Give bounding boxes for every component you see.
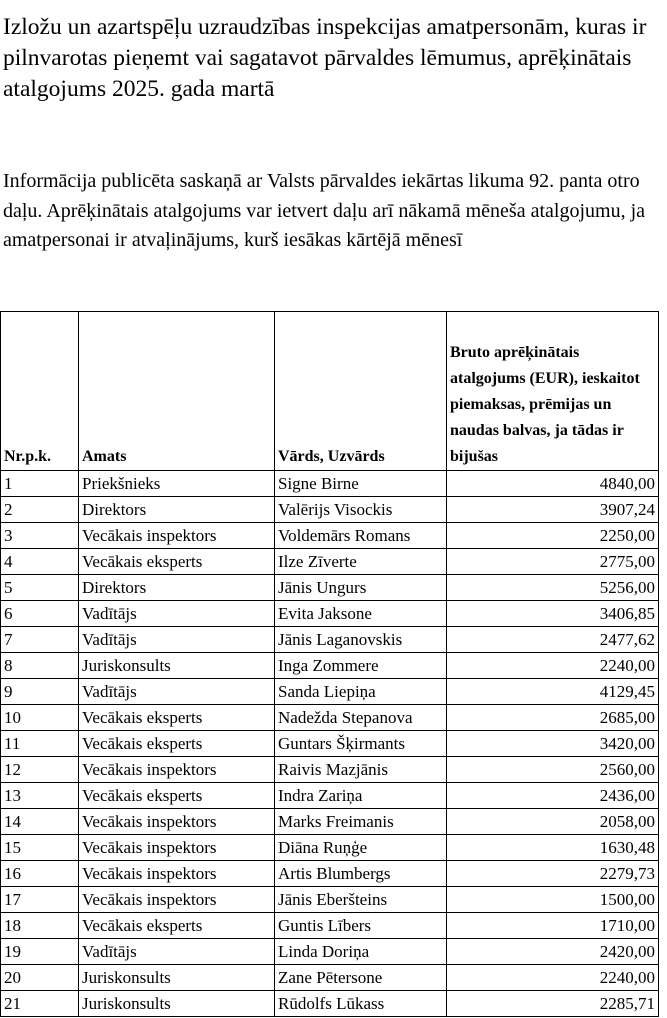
cell-position: Vadītājs	[79, 679, 275, 705]
cell-salary: 4840,00	[447, 471, 659, 497]
cell-position: Vecākais inspektors	[79, 835, 275, 861]
cell-nr: 7	[1, 627, 79, 653]
cell-position: Vadītājs	[79, 627, 275, 653]
cell-position: Juriskonsults	[79, 991, 275, 1017]
table-row	[1, 835, 659, 861]
cell-salary: 4129,45	[447, 679, 659, 705]
cell-name: Guntis Lībers	[275, 913, 447, 939]
cell-name: Valērijs Visockis	[275, 497, 447, 523]
table-row	[1, 653, 659, 679]
cell-salary: 2560,00	[447, 757, 659, 783]
header-name: Vārds, Uzvārds	[275, 312, 447, 471]
cell-salary: 2250,00	[447, 523, 659, 549]
cell-salary: 1500,00	[447, 887, 659, 913]
cell-position: Vadītājs	[79, 601, 275, 627]
cell-salary: 3406,85	[447, 601, 659, 627]
cell-nr: 3	[1, 523, 79, 549]
cell-nr: 17	[1, 887, 79, 913]
table-row	[1, 965, 659, 991]
cell-name: Jānis Eberšteins	[275, 887, 447, 913]
cell-salary: 5256,00	[447, 575, 659, 601]
cell-nr: 10	[1, 705, 79, 731]
cell-position: Vecākais eksperts	[79, 913, 275, 939]
table-row	[1, 731, 659, 757]
cell-name: Linda Doriņa	[275, 939, 447, 965]
cell-salary: 1630,48	[447, 835, 659, 861]
cell-name: Raivis Mazjānis	[275, 757, 447, 783]
cell-nr: 14	[1, 809, 79, 835]
cell-name: Jānis Laganovskis	[275, 627, 447, 653]
cell-salary: 2420,00	[447, 939, 659, 965]
cell-nr: 20	[1, 965, 79, 991]
cell-position: Direktors	[79, 575, 275, 601]
cell-name: Nadežda Stepanova	[275, 705, 447, 731]
cell-name: Ilze Zīverte	[275, 549, 447, 575]
table-row	[1, 575, 659, 601]
cell-name: Evita Jaksone	[275, 601, 447, 627]
cell-nr: 13	[1, 783, 79, 809]
cell-name: Marks Freimanis	[275, 809, 447, 835]
cell-position: Vecākais eksperts	[79, 705, 275, 731]
cell-name: Guntars Šķirmants	[275, 731, 447, 757]
table-row	[1, 549, 659, 575]
cell-salary: 2058,00	[447, 809, 659, 835]
cell-salary: 2240,00	[447, 653, 659, 679]
cell-position: Vecākais eksperts	[79, 549, 275, 575]
table-row	[1, 705, 659, 731]
table-row	[1, 757, 659, 783]
cell-name: Inga Zommere	[275, 653, 447, 679]
cell-name: Rūdolfs Lūkass	[275, 991, 447, 1017]
cell-name: Signe Birne	[275, 471, 447, 497]
cell-position: Juriskonsults	[79, 965, 275, 991]
cell-position: Vecākais eksperts	[79, 731, 275, 757]
table-row	[1, 601, 659, 627]
cell-position: Vecākais inspektors	[79, 757, 275, 783]
table-row	[1, 887, 659, 913]
cell-name: Indra Zariņa	[275, 783, 447, 809]
cell-name: Diāna Ruņģe	[275, 835, 447, 861]
cell-position: Direktors	[79, 497, 275, 523]
cell-salary: 2285,71	[447, 991, 659, 1017]
table-row	[1, 939, 659, 965]
cell-salary: 3907,24	[447, 497, 659, 523]
table-row	[1, 861, 659, 887]
intro-paragraph: Informācija publicēta saskaņā ar Valsts pārvaldes iekārtas likuma 92. panta otro daļu. Aprēķinātais atalgojums var ietvert daļu arī nākamā mēneša atalgojumu, ja amatpersonai ir atvaļinājums, kurš iesākas kārtējā mēnesī	[3, 170, 646, 251]
cell-position: Vadītājs	[79, 939, 275, 965]
cell-nr: 12	[1, 757, 79, 783]
table-row	[1, 497, 659, 523]
cell-position: Vecākais inspektors	[79, 523, 275, 549]
cell-name: Artis Blumbergs	[275, 861, 447, 887]
table-row	[1, 471, 659, 497]
table-row	[1, 523, 659, 549]
cell-nr: 18	[1, 913, 79, 939]
table-body	[1, 471, 659, 1017]
cell-nr: 11	[1, 731, 79, 757]
table-row	[1, 627, 659, 653]
cell-name: Sanda Liepiņa	[275, 679, 447, 705]
header-position: Amats	[79, 312, 275, 471]
table-row	[1, 991, 659, 1017]
table-row	[1, 679, 659, 705]
cell-salary: 2685,00	[447, 705, 659, 731]
cell-nr: 5	[1, 575, 79, 601]
table-row	[1, 913, 659, 939]
cell-nr: 15	[1, 835, 79, 861]
cell-salary: 1710,00	[447, 913, 659, 939]
cell-nr: 4	[1, 549, 79, 575]
cell-nr: 9	[1, 679, 79, 705]
page-title: Izložu un azartspēļu uzraudzības inspekcijas amatpersonām, kuras ir pilnvarotas pieņemt vai sagatavot pārvaldes lēmumus, aprēķinātais atalgojums 2025. gada martā	[3, 14, 647, 102]
cell-nr: 6	[1, 601, 79, 627]
cell-name: Voldemārs Romans	[275, 523, 447, 549]
cell-salary: 3420,00	[447, 731, 659, 757]
cell-nr: 8	[1, 653, 79, 679]
cell-name: Zane Pētersone	[275, 965, 447, 991]
cell-salary: 2279,73	[447, 861, 659, 887]
header-salary: Bruto aprēķinātais atalgojums (EUR), ieskaitot piemaksas, prēmijas un naudas balvas, ja tādas ir bijušas	[447, 312, 659, 471]
cell-position: Vecākais eksperts	[79, 783, 275, 809]
salary-table	[0, 311, 659, 1017]
cell-salary: 2436,00	[447, 783, 659, 809]
cell-salary: 2775,00	[447, 549, 659, 575]
table-row	[1, 809, 659, 835]
cell-name: Jānis Ungurs	[275, 575, 447, 601]
cell-nr: 1	[1, 471, 79, 497]
cell-nr: 16	[1, 861, 79, 887]
cell-position: Vecākais inspektors	[79, 809, 275, 835]
table-header-row	[1, 312, 659, 471]
cell-nr: 19	[1, 939, 79, 965]
cell-nr: 2	[1, 497, 79, 523]
header-nr: Nr.p.k.	[1, 312, 79, 471]
cell-nr: 21	[1, 991, 79, 1017]
table-row	[1, 783, 659, 809]
cell-position: Vecākais inspektors	[79, 887, 275, 913]
cell-position: Vecākais inspektors	[79, 861, 275, 887]
cell-position: Juriskonsults	[79, 653, 275, 679]
cell-salary: 2240,00	[447, 965, 659, 991]
cell-salary: 2477,62	[447, 627, 659, 653]
cell-position: Priekšnieks	[79, 471, 275, 497]
